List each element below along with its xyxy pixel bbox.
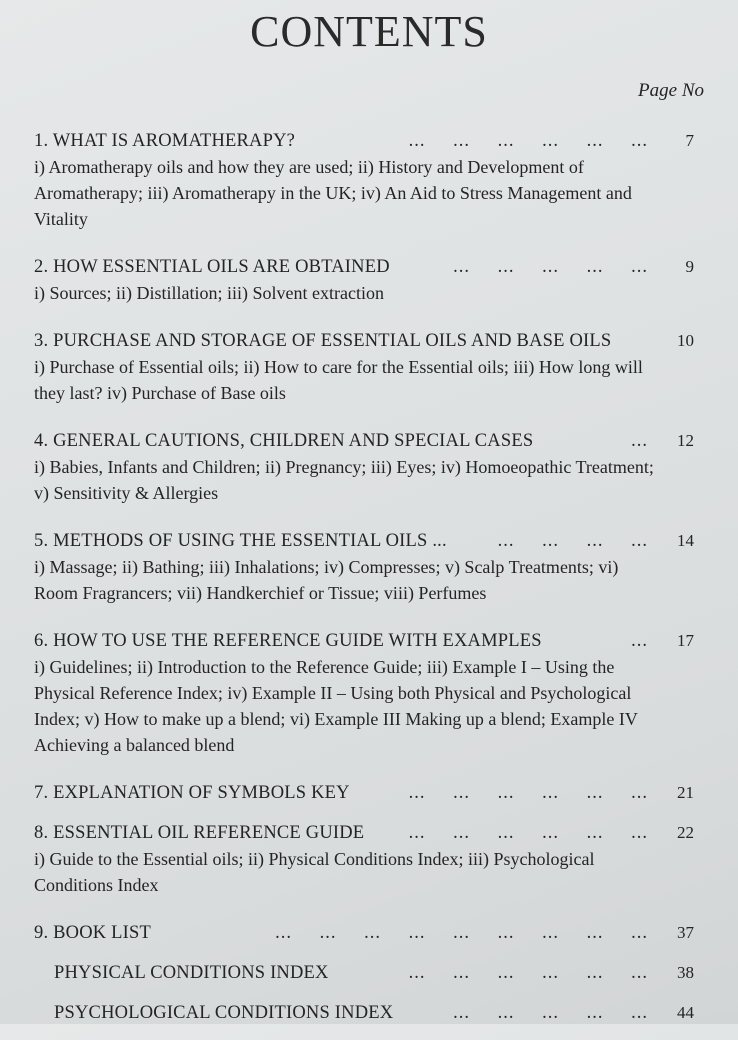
- page-title: CONTENTS: [250, 7, 488, 56]
- toc-entry-subtopics: i) Aromatherapy oils and how they are used; ii) History and Development of Aromatherapy; iii) Aromatherapy in the UK; iv) An Aid to Stress Management and Vitality: [34, 157, 632, 229]
- toc-page-number: 37: [677, 923, 694, 942]
- toc-page-number: 22: [677, 823, 694, 842]
- toc-page-number: 38: [677, 963, 694, 982]
- toc-page-number: 12: [677, 431, 694, 450]
- toc-entry-title: 2. HOW ESSENTIAL OILS ARE OBTAINED: [34, 257, 390, 277]
- toc-entry-3[interactable]: [34, 328, 694, 406]
- dot-leader: ... ... ... ... ... ... ... ... ...: [275, 923, 648, 943]
- toc-entry-7[interactable]: [34, 780, 694, 806]
- toc-page-number: 10: [677, 331, 694, 350]
- toc-page-number: 17: [677, 631, 694, 650]
- dot-leader: ... ... ... ... ...: [453, 1003, 648, 1023]
- table-of-contents: [34, 128, 694, 1040]
- toc-entry-title: PSYCHOLOGICAL CONDITIONS INDEX: [54, 1003, 394, 1023]
- toc-page-number: 7: [685, 131, 694, 150]
- toc-entry-title: PHYSICAL CONDITIONS INDEX: [54, 963, 329, 983]
- page-number-column-header: Page No: [638, 80, 704, 101]
- dot-leader: ... ... ... ...: [497, 531, 648, 551]
- toc-entry-subtopics: i) Guide to the Essential oils; ii) Physical Conditions Index; iii) Psychological Conditions Index: [34, 849, 595, 895]
- dot-leader: ...: [631, 431, 648, 451]
- toc-entry-title: 5. METHODS OF USING THE ESSENTIAL OILS ...: [34, 531, 447, 551]
- toc-entry-subtopics: i) Guidelines; ii) Introduction to the Reference Guide; iii) Example I – Using the Physical Reference Index; iv) Example II – Using both Physical and Psychological Index; v) How to make up a blend; vi) Example III Making up a blend; Example IV Achieving a balanced blend: [34, 657, 638, 755]
- toc-page-number: 14: [677, 531, 694, 550]
- toc-entry-subtopics: i) Babies, Infants and Children; ii) Pregnancy; iii) Eyes; iv) Homoeopathic Treatment; v) Sensitivity & Allergies: [34, 457, 654, 503]
- toc-page-number: 9: [685, 257, 694, 276]
- toc-page-number: 44: [677, 1003, 694, 1022]
- toc-entry-title: 8. ESSENTIAL OIL REFERENCE GUIDE: [34, 823, 365, 843]
- dot-leader: ... ... ... ... ... ...: [408, 823, 648, 843]
- toc-entry-title: 6. HOW TO USE THE REFERENCE GUIDE WITH EXAMPLES: [34, 631, 542, 651]
- toc-entry-title: 4. GENERAL CAUTIONS, CHILDREN AND SPECIAL CASES: [34, 431, 534, 451]
- dot-leader: ...: [631, 631, 648, 651]
- toc-entry-title: 3. PURCHASE AND STORAGE OF ESSENTIAL OILS AND BASE OILS: [34, 331, 612, 351]
- toc-entry-psychological-index[interactable]: [34, 1000, 694, 1026]
- toc-entry-title: 7. EXPLANATION OF SYMBOLS KEY: [34, 783, 350, 803]
- toc-entry-title: 9. BOOK LIST: [34, 923, 151, 943]
- toc-entry-6[interactable]: [34, 628, 694, 758]
- toc-entry-subtopics: i) Massage; ii) Bathing; iii) Inhalations; iv) Compresses; v) Scalp Treatments; vi) Room Fragrancers; vii) Handkerchief or Tissue; viii) Perfumes: [34, 557, 619, 603]
- toc-entry-subtopics: i) Sources; ii) Distillation; iii) Solvent extraction: [34, 283, 384, 303]
- toc-entry-title: 1. WHAT IS AROMATHERAPY?: [34, 131, 296, 151]
- toc-entry-8[interactable]: [34, 820, 694, 898]
- toc-entry-2[interactable]: [34, 254, 694, 306]
- dot-leader: ... ... ... ... ...: [453, 257, 648, 277]
- toc-entry-physical-index[interactable]: [34, 960, 694, 986]
- toc-entry-5[interactable]: [34, 528, 694, 606]
- toc-entry-subtopics: i) Purchase of Essential oils; ii) How to care for the Essential oils; iii) How long will they last? iv) Purchase of Base oils: [34, 357, 643, 403]
- toc-entry-4[interactable]: [34, 428, 694, 506]
- dot-leader: ... ... ... ... ... ...: [408, 963, 648, 983]
- dot-leader: ... ... ... ... ... ...: [408, 131, 648, 151]
- toc-entry-1[interactable]: [34, 128, 694, 232]
- dot-leader: ... ... ... ... ... ...: [408, 783, 648, 803]
- toc-page-number: 21: [677, 783, 694, 802]
- toc-entry-9[interactable]: [34, 920, 694, 946]
